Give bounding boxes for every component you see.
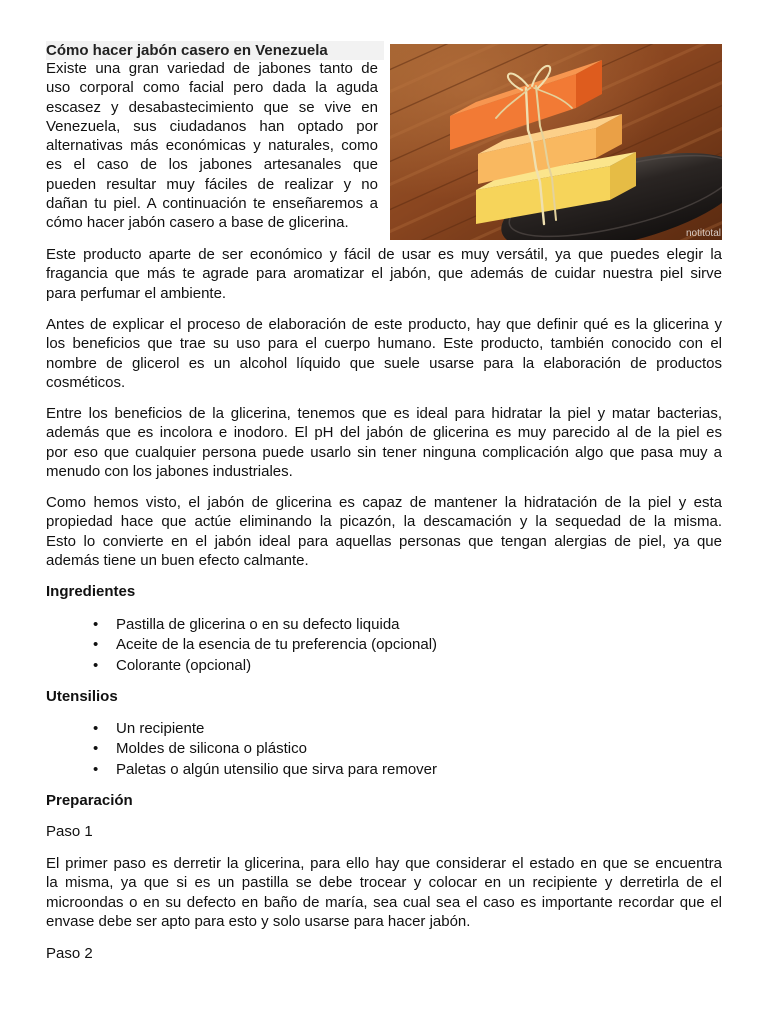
step-2-label: Paso 2 [46, 945, 93, 962]
paragraph-line: Como hemos visto, el jabón de glicerina es capaz de mantener la hidratación de la piel y esta [46, 494, 722, 511]
article-title: Cómo hacer jabón casero en Venezuela [46, 41, 384, 60]
bullet-icon: • [93, 656, 99, 674]
paragraph-line: Entre los beneficios de la glicerina, tenemos que es ideal para hidratar la piel y matar bacterias, [46, 405, 722, 422]
body-paragraph [46, 493, 722, 570]
body-paragraph [46, 315, 722, 392]
paragraph-line: fragancia que más te agrade para aromatizar el jabón, que además de cuidar nuestra piel sirve [46, 265, 722, 283]
list-item [46, 760, 722, 780]
list-item-text: Colorante (opcional) [116, 656, 252, 674]
bullet-icon: • [93, 720, 99, 737]
intro-line: Existe una gran variedad de jabones tanto de [46, 60, 378, 77]
ingredients-heading: Ingredientes [46, 583, 136, 600]
intro-line: uso corporal como facial pero dada la aguda [46, 79, 378, 97]
paragraph-line: nombre de glicerol es un alcohol líquido que suele usarse para la elaboración de productos [46, 354, 722, 372]
list-item [46, 656, 722, 676]
list-item [46, 615, 722, 635]
intro-line: cómo hacer jabón casero a base de glicerina. [46, 214, 349, 232]
paragraph-line: propiedad hace que actúe eliminando la picazón, la descamación y la sequedad de la misma. [46, 513, 722, 531]
paragraph-line: para perfumar el ambiente. [46, 284, 227, 302]
bullet-icon: • [93, 636, 99, 654]
paragraph-line: además que es incolora e inodoro. El pH del jabón de glicerina es muy parecido al de la piel es [46, 424, 722, 442]
paragraph-line: Este producto aparte de ser económico y fácil de usar es muy versátil, ya que puedes elegir la [46, 246, 722, 263]
utensils-list [46, 719, 722, 780]
list-item-text: Paletas o algún utensilio que sirva para remover [116, 760, 438, 778]
list-item [46, 739, 722, 759]
soap-bars-photo [390, 44, 722, 240]
list-item-text: Pastilla de glicerina o en su defecto liquida [116, 616, 400, 633]
list-item-text: Moldes de silicona o plástico [116, 740, 307, 758]
paragraph-line: menudo con los jabones industriales. [46, 462, 293, 480]
intro-line: pueden resultar muy fáciles de realizar y no [46, 175, 378, 193]
paragraph-line: microondas o en su defecto en baño de maría, sea cual sea el caso es importante recordar que el [46, 893, 722, 911]
intro-line: escasez y desabastecimiento que se vive en [46, 98, 378, 116]
step-1-label: Paso 1 [46, 823, 93, 840]
intro-line: Venezuela, sus ciudadanos han optado por [46, 117, 378, 135]
list-item-text: Aceite de la esencia de tu preferencia (opcional) [116, 636, 438, 654]
bullet-icon: • [93, 616, 99, 633]
intro-paragraph [46, 59, 378, 233]
paragraph-line: Esto lo convierte en el jabón ideal para aquellas personas que tengan alergias de piel, ya que [46, 532, 722, 550]
photo-watermark: notitotal [685, 228, 721, 239]
paragraph-line: envase debe ser apto para esto y solo usarse para hacer jabón. [46, 912, 471, 930]
list-item-text: Un recipiente [116, 720, 205, 737]
paragraph-line: por eso que cualquier persona puede usarlo sin tener ninguna complicación algo que pasa muy a [46, 443, 722, 461]
bullet-icon: • [93, 740, 99, 758]
intro-line: alternativas más económicas y naturales, como [46, 137, 378, 155]
paragraph-line: cosméticos. [46, 373, 126, 391]
paragraph-line: Antes de explicar el proceso de elaboración de este producto, hay que definir qué es la glicerina y [46, 316, 722, 333]
list-item [46, 635, 722, 655]
ingredients-list [46, 615, 722, 676]
step-1-paragraph [46, 854, 722, 931]
bullet-icon: • [93, 760, 99, 778]
body-paragraph [46, 245, 722, 303]
preparation-heading: Preparación [46, 792, 133, 809]
utensils-heading: Utensilios [46, 688, 118, 705]
intro-line: es el caso de los jabones artesanales que [46, 156, 378, 174]
paragraph-line: además tiene un buen efecto calmante. [46, 551, 309, 569]
body-paragraph [46, 404, 722, 481]
paragraph-line: El primer paso es derretir la glicerina, para ello hay que considerar el estado en que se encuentra [46, 855, 722, 872]
intro-line: dañan tu piel. A continuación te enseñaremos a [46, 195, 378, 213]
list-item [46, 719, 722, 739]
paragraph-line: la misma, ya que si es un pastilla se debe trocear y colocar en un recipiente y derretirla de el [46, 874, 722, 892]
paragraph-line: los beneficios que trae su uso para el cuerpo humano. Este producto, también conocido con el [46, 335, 722, 353]
